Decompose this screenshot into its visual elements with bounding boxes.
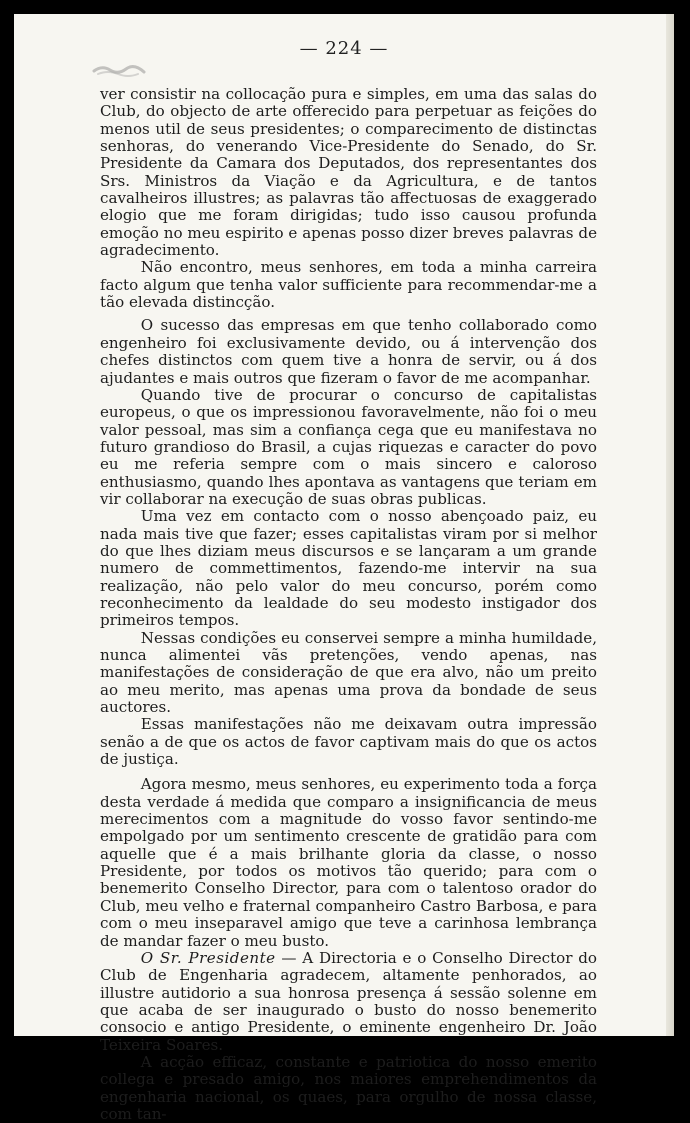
paragraph-2: Não encontro, meus senhores, em toda a minha carreira facto algum que tenha valor sufficiente para recommendar-me a tão elevada distincção. (100, 258, 597, 312)
paragraph-3: O sucesso das empresas em que tenho collaborado como engenheiro foi exclusivamente devido, ou á intervenção dos chefes distinctos com quem tive a honra de servir, ou á dos ajudantes e mais outros que fizeram o favor de me acompanhar. (100, 316, 597, 387)
paragraph-7: Essas manifestações não me deixavam outra impressão senão a de que os actos de favor captivam mais do que os actos de justiça. (100, 715, 597, 769)
paragraph-5: Uma vez em contacto com o nosso abençoado paiz, eu nada mais tive que fazer; esses capitalistas viram por si melhor do que lhes diziam meus discursos e se lançaram a um grande numero de commettimentos, fazendo-me intervir na sua realização, não pelo valor do meu concurso, porém como reconhecimento da lealdade do seu modesto instigador dos primeiros tempos. (100, 507, 597, 630)
paragraph-9 (100, 950, 597, 1054)
speaker-speech: — A Directoria e o Conselho Director do Club de Engenharia agradecem, altamente penhorados, ao illustre autidorio a sua honrosa presença á sessão solenne em que acaba de ser inaugurado o busto do nosso benemerito consocio e antigo Presidente, o eminente engenheiro Dr. João Teixeira Soares. (100, 948, 597, 1054)
paragraph-8: Agora mesmo, meus senhores, eu experimento toda a força desta verdade á medida que comparo a insignificancia de meus merecimentos com a magnitude do vosso favor sentindo-me empolgado por um sentimento crescente de gratidão para com aquelle que é a mais brilhante gloria da classe, o nosso Presidente, por todos os motivos tão querido; para com o benemerito Conselho Director, para com o talentoso orador do Club, meu velho e fraternal companheiro Castro Barbosa, e para com o meu inseparavel amigo que teve a carinhosa lembrança de mandar fazer o meu busto. (100, 775, 597, 950)
document-page (14, 14, 674, 1123)
ink-smudge-mark (92, 62, 146, 78)
paragraph-4: Quando tive de procurar o concurso de capitalistas europeus, o que os impressionou favoravelmente, não foi o meu valor pessoal, mas sim a confiança cega que eu manifestava no futuro grandioso do Brasil, a cujas riquezas e caracter do povo eu me referia sempre com o mais sincero e caloroso enthusiasmo, quando lhes apontava as vantagens que teriam em vir collaborar na execução de suas obras publicas. (100, 385, 597, 508)
paragraph-1: ver consistir na collocação pura e simples, em uma das salas do Club, do objecto de arte offerecido para perpetuar as feições do menos util de seus presidentes; o comparecimento de distinctas senhoras, do venerando Vice-Presidente do Senado, do Sr. Presidente da Camara dos Deputados, dos representantes dos Srs. Ministros da Viação e da Agricultura, e de tantos cavalheiros illustres; as palavras tão affectuosas de exaggerado elogio que me foram dirigidas; tudo isso causou profunda emoção no meu espirito e apenas posso dizer breves palavras de agradecimento. (100, 85, 597, 260)
body-text (100, 86, 597, 1123)
speaker-name: O Sr. Presidente (140, 948, 276, 967)
paragraph-10: A acção efficaz, constante e patriotica do nosso emerito collega e presado amigo, nos maiores emprehendimentos da engenharia nacional, os quaes, para orgulho de nossa classe, com tan- (100, 1052, 597, 1123)
paragraph-6: Nessas condições eu conservei sempre a minha humildade, nunca alimentei vãs pretenções, vendo apenas, nas manifestações de consideração de que era alvo, não um preito ao meu merito, mas apenas uma prova da bondade de seus auctores. (100, 628, 597, 717)
page-number: — 224 — (299, 38, 389, 59)
page-edge-shadow (666, 14, 674, 1036)
